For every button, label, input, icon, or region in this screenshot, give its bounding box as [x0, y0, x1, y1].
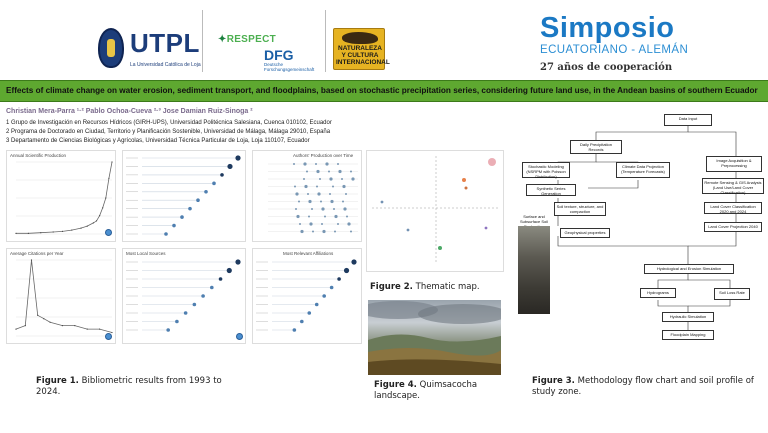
citations-chart	[8, 256, 116, 344]
series-line	[16, 162, 112, 233]
author-dot	[303, 162, 306, 165]
lollipop-dot	[164, 232, 168, 236]
author-dot	[351, 177, 354, 180]
figure3-caption-label: Figure 3.	[532, 376, 575, 386]
flow-soil-texture: Soil texture, structure, and compaction	[554, 202, 606, 216]
lollipop-dot	[220, 173, 224, 177]
figure3-caption-text: Methodology flow chart and soil profile of study zone.	[532, 376, 754, 397]
lollipop-dot	[193, 303, 197, 307]
theme-bubble	[381, 201, 384, 204]
data-point	[40, 232, 41, 233]
flow-stochastic: Stochastic Modeling (NSRPM with Poisson Distribution)	[522, 162, 570, 178]
affiliations-chart	[254, 256, 362, 344]
citations-panel	[6, 248, 116, 344]
data-point	[93, 222, 94, 223]
flow-geophysical: Geophysical properties	[560, 228, 610, 238]
annual-production-chart	[8, 158, 116, 242]
author-dot	[306, 171, 308, 173]
thematic-map-panel	[366, 150, 504, 272]
sources-panel	[122, 248, 246, 344]
lollipop-dot	[184, 311, 188, 315]
globe-icon	[236, 333, 243, 340]
series-line	[16, 260, 112, 333]
data-point	[99, 328, 100, 329]
lollipop-dot	[210, 286, 214, 290]
affiliation-2: 2 Programa de Doctorado en Ciudad, Territorio y Planificación Sostenible, Universidad de Málaga, Málaga 29010, España	[6, 129, 331, 135]
authors: Christian Mera-Parra ¹·² Pablo Ochoa-Cueva ²·³ Jose Damian Ruiz-Sinoga ²	[6, 108, 253, 115]
flow-hydrograms: Hydrograms	[640, 288, 676, 298]
data-point	[87, 328, 88, 329]
sources-chart	[124, 256, 246, 344]
poster-title: Effects of climate change on water erosion, sediment transport, and floodplains, based on stochastic precipitation series, considering future land use, in the Andean basins of southern Ecuador	[6, 86, 758, 95]
lollipop-dot	[175, 320, 179, 324]
globe-icon	[105, 229, 112, 236]
simposio-title: Simposio	[540, 12, 675, 44]
lollipop-dot	[235, 259, 240, 264]
authors-over-time-title: Authors' Production over Time	[293, 153, 354, 158]
author-dot	[311, 208, 313, 210]
data-point	[74, 325, 75, 326]
lollipop-dot	[344, 268, 349, 273]
data-point	[15, 328, 16, 329]
lollipop-dot	[300, 320, 304, 324]
lollipop-dot	[322, 294, 326, 298]
sources-title: Most Local Sources	[126, 251, 166, 256]
lollipop-dot	[227, 268, 232, 273]
lollipop-dot	[166, 328, 170, 332]
jaguar-icon	[342, 32, 378, 44]
flow-hydraulic: Hydraulic Simulation	[662, 312, 714, 322]
data-point	[28, 233, 29, 234]
author-dot	[325, 162, 328, 165]
authors-over-time-panel	[252, 150, 362, 242]
author-dot	[338, 170, 341, 173]
lollipop-dot	[212, 182, 216, 186]
affiliations-panel	[252, 248, 362, 344]
naturaleza-logo	[333, 28, 390, 70]
author-dot	[308, 200, 311, 203]
respect-leaf-icon: ✦	[218, 34, 227, 45]
lollipop-dot	[307, 311, 311, 315]
dfg-subtitle: Deutsche Forschungsgemeinschaft	[264, 62, 315, 72]
author-dot	[320, 201, 322, 203]
author-dot	[322, 230, 325, 233]
author-dot	[293, 163, 295, 165]
author-dot	[295, 192, 298, 195]
author-dot	[342, 185, 345, 188]
lollipop-dot	[227, 164, 232, 169]
author-dot	[319, 178, 321, 180]
affiliation-1: 1 Grupo de Investigación en Recursos Hídricos (GIRH-UPS), Universidad Politécnica Salesiana, Cuenca 010102, Ecuador	[6, 120, 332, 126]
flow-lulc-2040: Land Cover Projection 2040	[704, 222, 762, 232]
data-point	[108, 178, 109, 179]
author-dot	[300, 230, 303, 233]
figure4-caption-label: Figure 4.	[374, 380, 417, 390]
figure4-caption	[374, 380, 494, 402]
author-dot	[341, 178, 343, 180]
simposio-subtitle: ECUATORIANO - ALEMÁN	[540, 44, 689, 56]
annual-production-panel	[6, 150, 116, 242]
quimsacocha-photo	[368, 300, 501, 375]
author-dot	[324, 216, 326, 218]
author-dot	[315, 163, 317, 165]
utpl-seal-icon	[98, 28, 124, 68]
title-bar	[0, 80, 768, 102]
author-dot	[329, 193, 331, 195]
lollipop-dot	[172, 224, 176, 228]
thematic-map-chart	[368, 152, 504, 272]
data-point	[43, 318, 44, 319]
author-dot	[334, 231, 336, 233]
author-dot	[316, 186, 318, 188]
author-dot	[329, 177, 332, 180]
affiliation-3: 3 Departamento de Ciencias Biológicas y Agrícolas, Universidad Técnica Particular de Loja, Loja 110107, Ecuador	[6, 138, 310, 144]
data-point	[99, 215, 100, 216]
author-dot	[343, 207, 346, 210]
data-point	[71, 229, 72, 230]
author-dot	[332, 186, 334, 188]
figure3-caption	[532, 376, 762, 398]
naturaleza-wordmark: NATURALEZA Y CULTURA INTERNACIONAL	[336, 45, 390, 66]
logo-divider	[202, 10, 203, 72]
flow-hydro-simulation: Hydrological and Erosion Simulation	[644, 264, 734, 274]
simposio-years: 27 años de cooperación	[540, 62, 673, 73]
theme-bubble	[407, 229, 410, 232]
author-dot	[304, 185, 307, 188]
lollipop-dot	[351, 259, 356, 264]
dfg-logo	[260, 44, 320, 76]
author-dot	[317, 192, 320, 195]
flow-lulc-2020: Land Cover Classification 2020 and 2024	[704, 202, 762, 214]
author-dot	[294, 186, 296, 188]
theme-bubble	[462, 178, 466, 182]
theme-bubble	[488, 158, 496, 166]
authors-over-time-chart	[254, 158, 362, 242]
author-dot	[350, 171, 352, 173]
flow-soil-exploration: Surface and Subsurface Soil	[518, 214, 550, 229]
author-dot	[330, 200, 333, 203]
landscape-illustration	[368, 300, 501, 375]
utpl-logo	[98, 22, 201, 76]
affiliations-title: Most Relevant Affiliations	[283, 251, 334, 256]
lollipop-dot	[330, 286, 334, 290]
dfg-wordmark: DFG	[264, 47, 294, 63]
data-point	[102, 207, 103, 208]
author-dot	[312, 231, 314, 233]
figure4-caption-text: Quimsacocha landscape.	[374, 380, 478, 401]
author-dot	[328, 171, 330, 173]
data-point	[105, 197, 106, 198]
logo-divider	[325, 10, 326, 72]
lollipop-dot	[204, 190, 208, 194]
figure1-caption-text: Bibliometric results from 1993 to 2024.	[36, 376, 222, 397]
author-dot	[309, 222, 312, 225]
citations-title: Average Citations per Year	[10, 251, 64, 256]
flow-remote-sensing: Remote Sensing & GIS Analysis (Land Use/Land Cover Classification)	[702, 178, 764, 194]
author-dot	[334, 215, 337, 218]
flow-soil-loss: Soil Loss Rate	[714, 288, 750, 300]
data-point	[53, 231, 54, 232]
data-point	[25, 325, 26, 326]
theme-bubble	[485, 227, 488, 230]
author-dot	[307, 193, 309, 195]
lollipop-dot	[180, 215, 184, 219]
lollipop-dot	[219, 277, 223, 281]
data-point	[62, 325, 63, 326]
lollipop-panel-1	[122, 150, 246, 242]
figure2-caption-text: Thematic map.	[415, 282, 480, 292]
flow-data-input: Data Input	[664, 114, 712, 126]
data-point	[49, 322, 50, 323]
author-dot	[350, 231, 352, 233]
data-point	[31, 259, 32, 260]
flow-climate-projection: Climate Data Projection (Temperature Forecasts)	[616, 162, 670, 178]
lollipop-chart-1	[124, 152, 246, 242]
theme-bubble	[438, 246, 442, 250]
lollipop-dot	[201, 294, 205, 298]
figure1-caption-label: Figure 1.	[36, 376, 79, 386]
data-point	[87, 226, 88, 227]
data-point	[37, 315, 38, 316]
flow-image-acquisition: Image Acquisition & Preprocessing	[706, 156, 762, 172]
lollipop-dot	[235, 155, 240, 160]
author-dot	[298, 201, 300, 203]
author-dot	[321, 223, 323, 225]
author-dot	[308, 216, 310, 218]
respect-wordmark: RESPECT	[226, 34, 277, 45]
utpl-wordmark: UTPL	[130, 28, 200, 58]
author-dot	[316, 170, 319, 173]
author-dot	[342, 201, 344, 203]
author-dot	[295, 208, 297, 210]
data-point	[96, 220, 97, 221]
flow-daily-precip: Daily Precipitation Records	[570, 140, 622, 154]
data-point	[15, 233, 16, 234]
author-dot	[303, 178, 305, 180]
author-dot	[299, 223, 301, 225]
author-dot	[346, 216, 348, 218]
data-point	[111, 161, 112, 162]
author-dot	[333, 208, 335, 210]
author-dot	[321, 207, 324, 210]
lollipop-dot	[293, 328, 297, 332]
flow-floodplain: Floodplain Mapping	[662, 330, 714, 340]
author-dot	[345, 193, 347, 195]
globe-icon	[105, 333, 112, 340]
author-dot	[347, 222, 350, 225]
figure2-caption-label: Figure 2.	[370, 282, 413, 292]
lollipop-dot	[337, 277, 341, 281]
author-dot	[337, 223, 339, 225]
annual-production-title: Annual Scientific Production	[10, 153, 67, 158]
soil-profile-photo	[518, 226, 550, 314]
lollipop-dot	[315, 303, 319, 307]
flow-synthetic-series: Synthetic Series Generation	[526, 184, 576, 196]
theme-bubble	[465, 187, 468, 190]
lollipop-dot	[188, 207, 192, 211]
data-point	[80, 228, 81, 229]
author-dot	[296, 215, 299, 218]
lollipop-dot	[196, 198, 200, 202]
figure1-caption	[36, 376, 236, 398]
figure2-caption	[370, 282, 480, 292]
utpl-subtitle: La Universidad Católica de Loja	[130, 62, 201, 68]
author-dot	[337, 163, 339, 165]
data-point	[62, 231, 63, 232]
data-point	[111, 332, 112, 333]
